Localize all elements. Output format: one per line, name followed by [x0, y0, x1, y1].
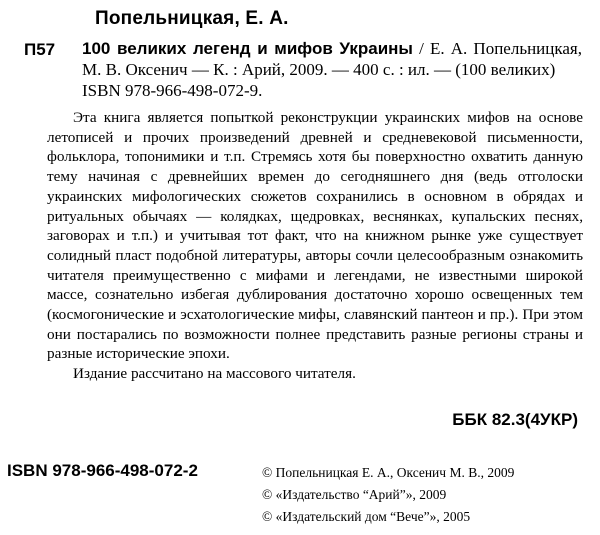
isbn-footer: ISBN 978-966-498-072-2: [7, 461, 198, 480]
book-title: 100 великих легенд и мифов Украины: [82, 39, 413, 58]
isbn-line: ISBN 978-966-498-072-9.: [82, 81, 263, 100]
audience-note: Издание рассчитано на массового читателя.: [73, 365, 356, 383]
copyright-block: [262, 462, 514, 528]
classification-code: П57: [24, 40, 56, 59]
copyright-line: © «Издательство “Арий”», 2009: [262, 487, 447, 502]
annotation-paragraph: Эта книга является попыткой реконструкции украинских мифов на основе летописей и прочих произведений древней и средневековой письменности, фольклора, топонимики и т.п. Стремясь хотя бы поверхностно охватить данную тему начиная с древнейших времен до сегодняшнего дня (ведь отголоски украинских мифологических сюжетов сохранились в основном в обрядах и ритуальных обычаях — колядках, щедровках, веснянках, купальских песнях, заговорах и т.п.) и учитывая тот факт, что на книжном рынке уже существует солидный пласт подобной литературы, авторы сочли целесообразным ознакомить читателя преимущественно с мифами и легендами, не известными широкой массе, сознательно избегая дублирования достаточно хорошо освещенных тем (космогонические и эсхатологические мифы, славянский пантеон и пр.). При этом они постарались по возможности полнее представить разные регионы страны и разные исторические эпохи.: [47, 109, 583, 363]
bbk-code: ББК 82.3(4УКР): [452, 410, 578, 429]
copyright-line: © Попельницкая Е. А., Оксенич М. В., 2009: [262, 465, 515, 480]
bibliographic-record: [82, 38, 582, 101]
copyright-line: © «Издательский дом “Вече”», 2005: [262, 509, 471, 524]
author-heading: Попельницкая, Е. А.: [95, 8, 289, 29]
annotation: [47, 108, 583, 384]
responsibility-statement: / Е. А. Попельницкая, М. В. Оксенич — К. : Арий, 2009. — 400 с. : ил. — (100 великих): [82, 39, 582, 79]
